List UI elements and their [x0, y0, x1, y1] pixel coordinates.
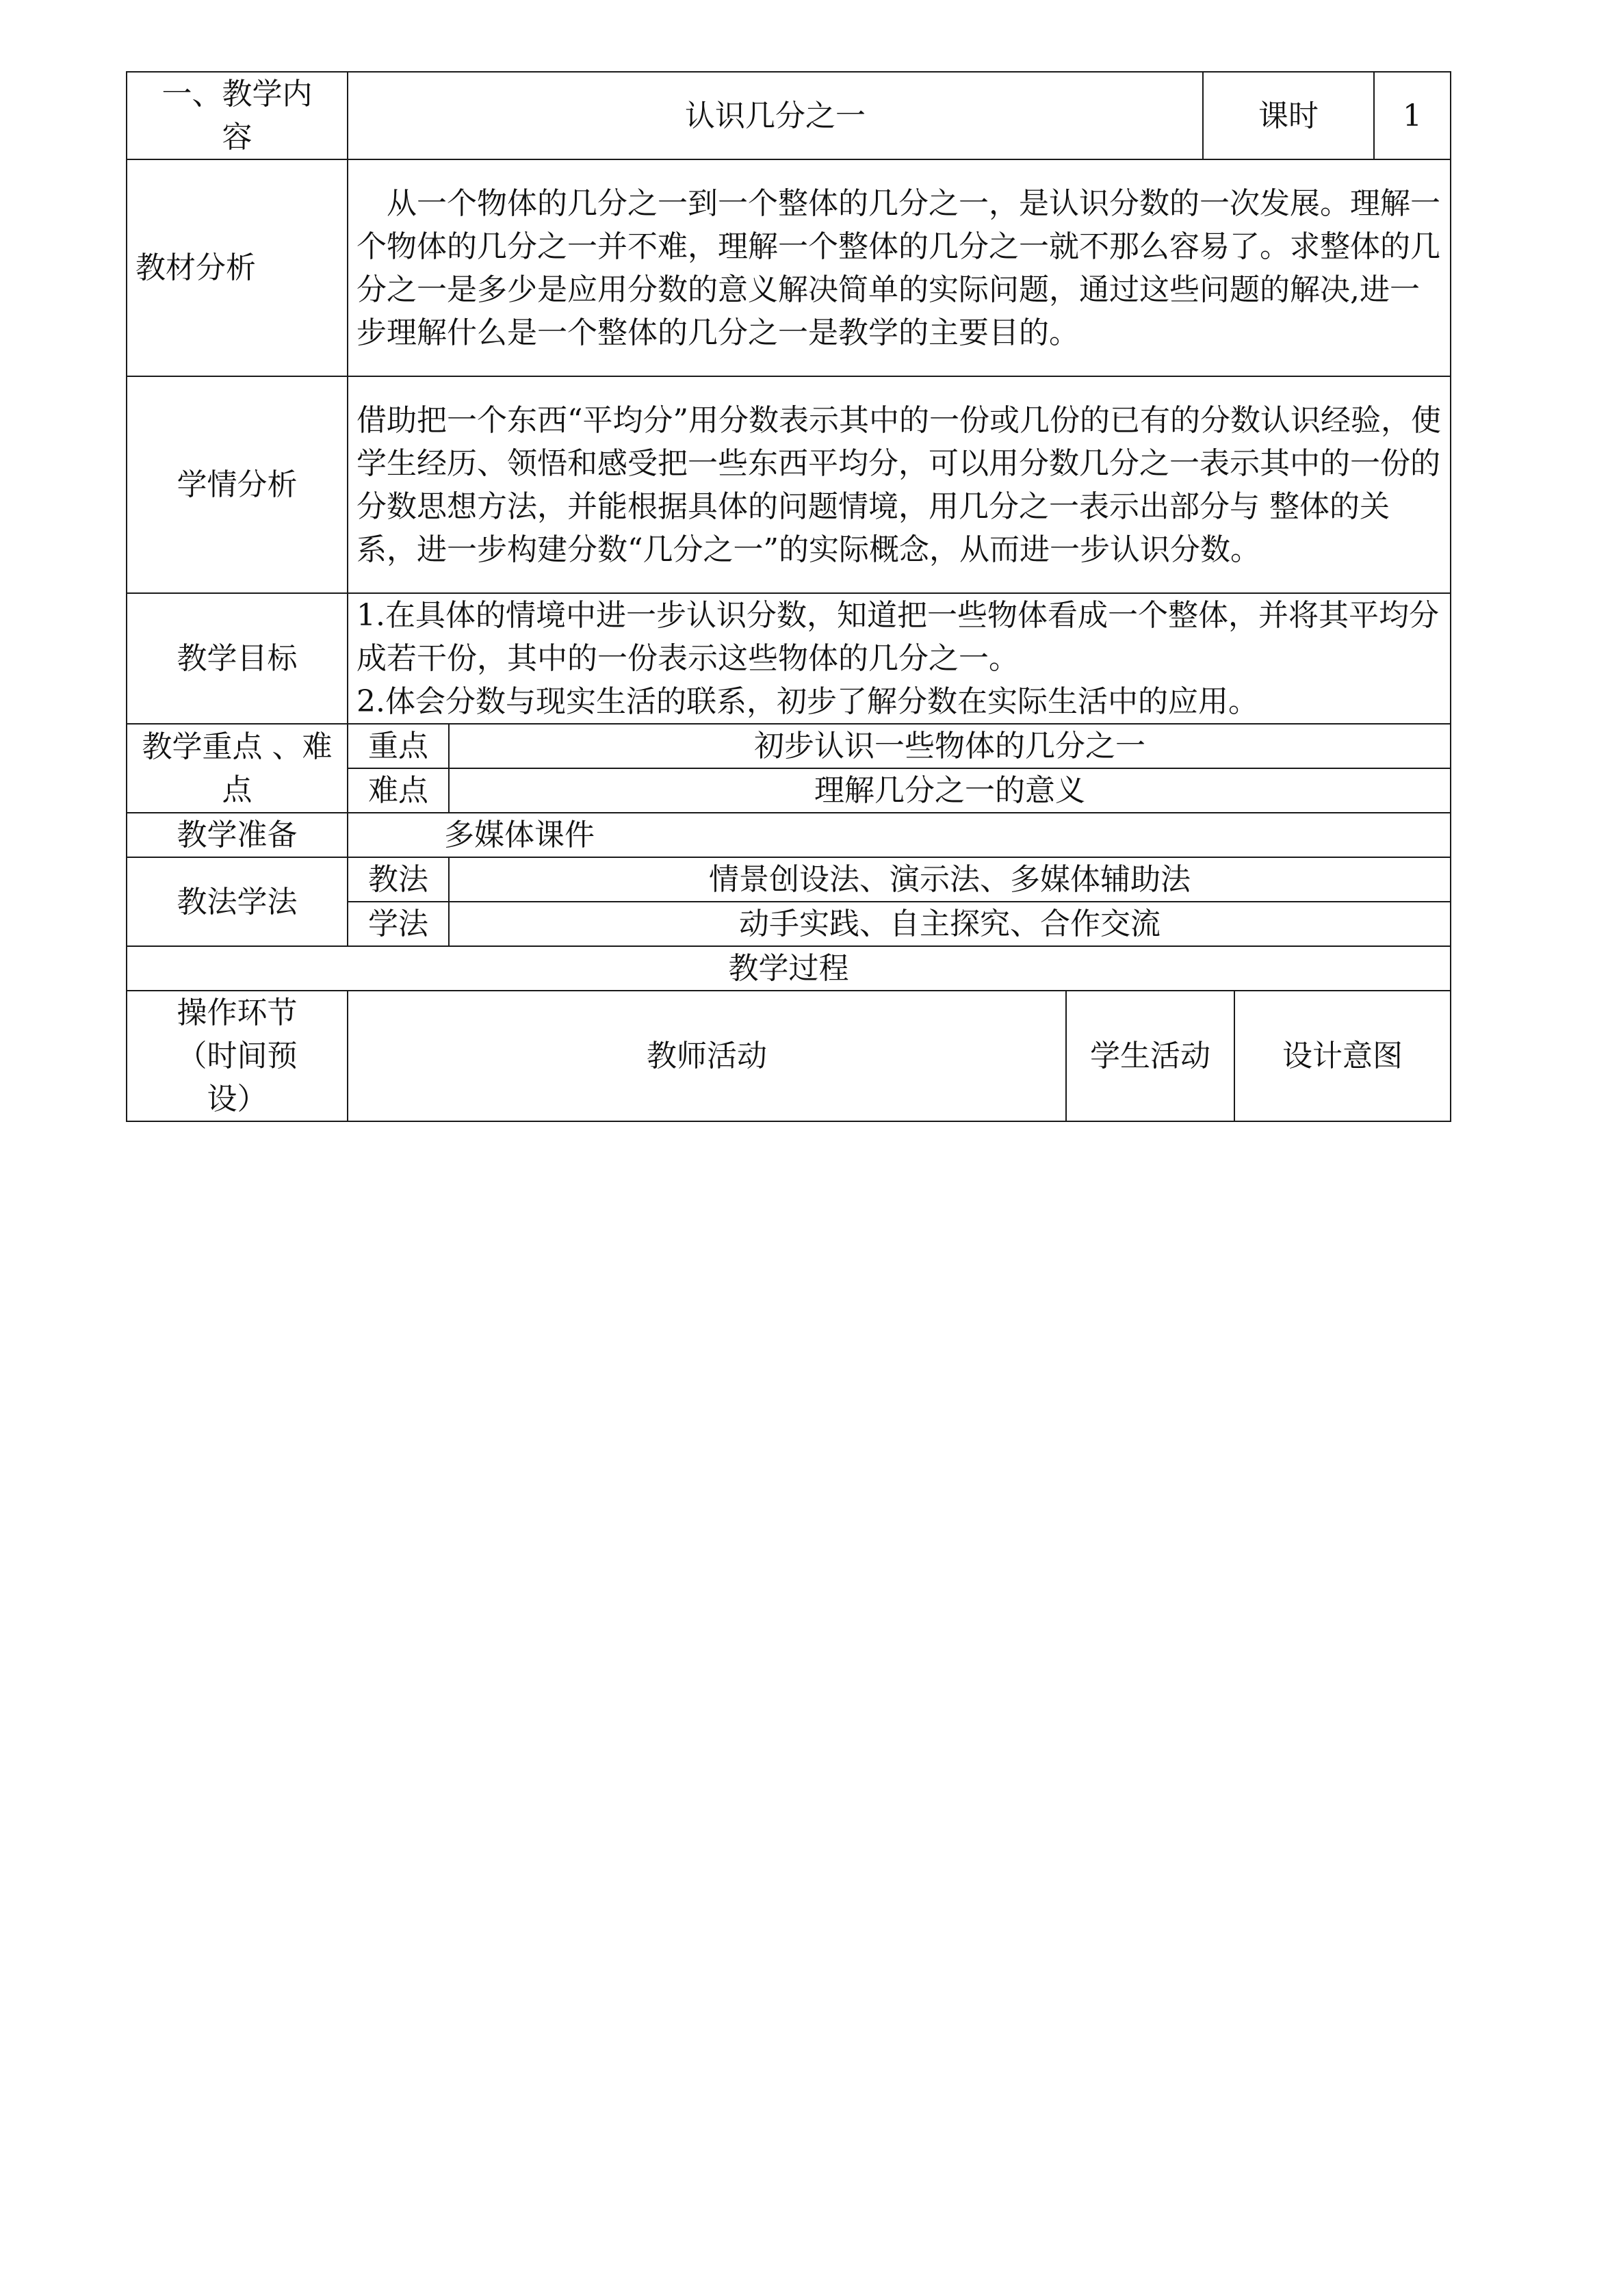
student-analysis-row — [127, 376, 1451, 593]
content-label: 一、教学内容 — [127, 72, 348, 159]
teaching-method-label: 教法 — [348, 857, 449, 902]
teaching-goal-item: 2.体会分数与现实生活的联系，初步了解分数在实际生活中的应用。 — [356, 684, 1258, 719]
lesson-plan-table — [126, 71, 1451, 1122]
preparation-value: 多媒体课件 — [348, 813, 1451, 857]
period-label: 课时 — [1203, 72, 1374, 159]
process-stage-header: 操作环节（时间预设） — [127, 991, 348, 1121]
process-header-row — [127, 991, 1451, 1121]
lesson-title: 认识几分之一 — [348, 72, 1203, 159]
difficulty-value: 理解几分之一的意义 — [449, 768, 1451, 813]
teaching-method-row — [127, 857, 1451, 902]
key-points-label: 教学重点 、难点 — [127, 724, 348, 813]
textbook-analysis-row — [127, 159, 1451, 376]
teaching-goals-row — [127, 593, 1451, 724]
process-title: 教学过程 — [127, 946, 1451, 991]
preparation-label: 教学准备 — [127, 813, 348, 857]
key-point-value: 初步认识一些物体的几分之一 — [449, 724, 1451, 768]
teaching-goals-cell — [348, 593, 1451, 724]
student-analysis-text: 借助把一个东西“平均分”用分数表示其中的一份或几份的已有的分数认识经验，使学生经历、领悟和感受把一些东西平均分，可以用分数几分之一表示其中的一份的分数思想方法，并能根据具体的问题情境，用几分之一表示出部分与 整体的关系，进一步构建分数“几分之一”的实际概念，从而进一步认识分数。 — [348, 376, 1451, 593]
learning-method-label: 学法 — [348, 902, 449, 946]
design-intent-header: 设计意图 — [1234, 991, 1451, 1121]
textbook-analysis-label: 教材分析 — [127, 159, 348, 376]
teaching-goals-label: 教学目标 — [127, 593, 348, 724]
period-value: 1 — [1374, 72, 1451, 159]
teaching-goal-item: 1.在具体的情境中进一步认识分数，知道把一些物体看成一个整体，并将其平均分成若干份，其中的一份表示这些物体的几分之一。 — [356, 598, 1439, 676]
key-point-row — [127, 724, 1451, 768]
key-point-label: 重点 — [348, 724, 449, 768]
process-title-row — [127, 946, 1451, 991]
teacher-activity-header: 教师活动 — [348, 991, 1066, 1121]
teaching-method-value: 情景创设法、演示法、多媒体辅助法 — [449, 857, 1451, 902]
content-row — [127, 72, 1451, 159]
preparation-row — [127, 813, 1451, 857]
learning-method-value: 动手实践、自主探究、合作交流 — [449, 902, 1451, 946]
difficulty-label: 难点 — [348, 768, 449, 813]
student-activity-header: 学生活动 — [1066, 991, 1234, 1121]
methods-label: 教法学法 — [127, 857, 348, 946]
textbook-analysis-text: 从一个物体的几分之一到一个整体的几分之一，是认识分数的一次发展。理解一个物体的几分之一并不难，理解一个整体的几分之一就不那么容易了。求整体的几分之一是多少是应用分数的意义解决简单的实际问题，通过这些问题的解决,进一步理解什么是一个整体的几分之一是教学的主要目的。 — [348, 159, 1451, 376]
student-analysis-label: 学情分析 — [127, 376, 348, 593]
